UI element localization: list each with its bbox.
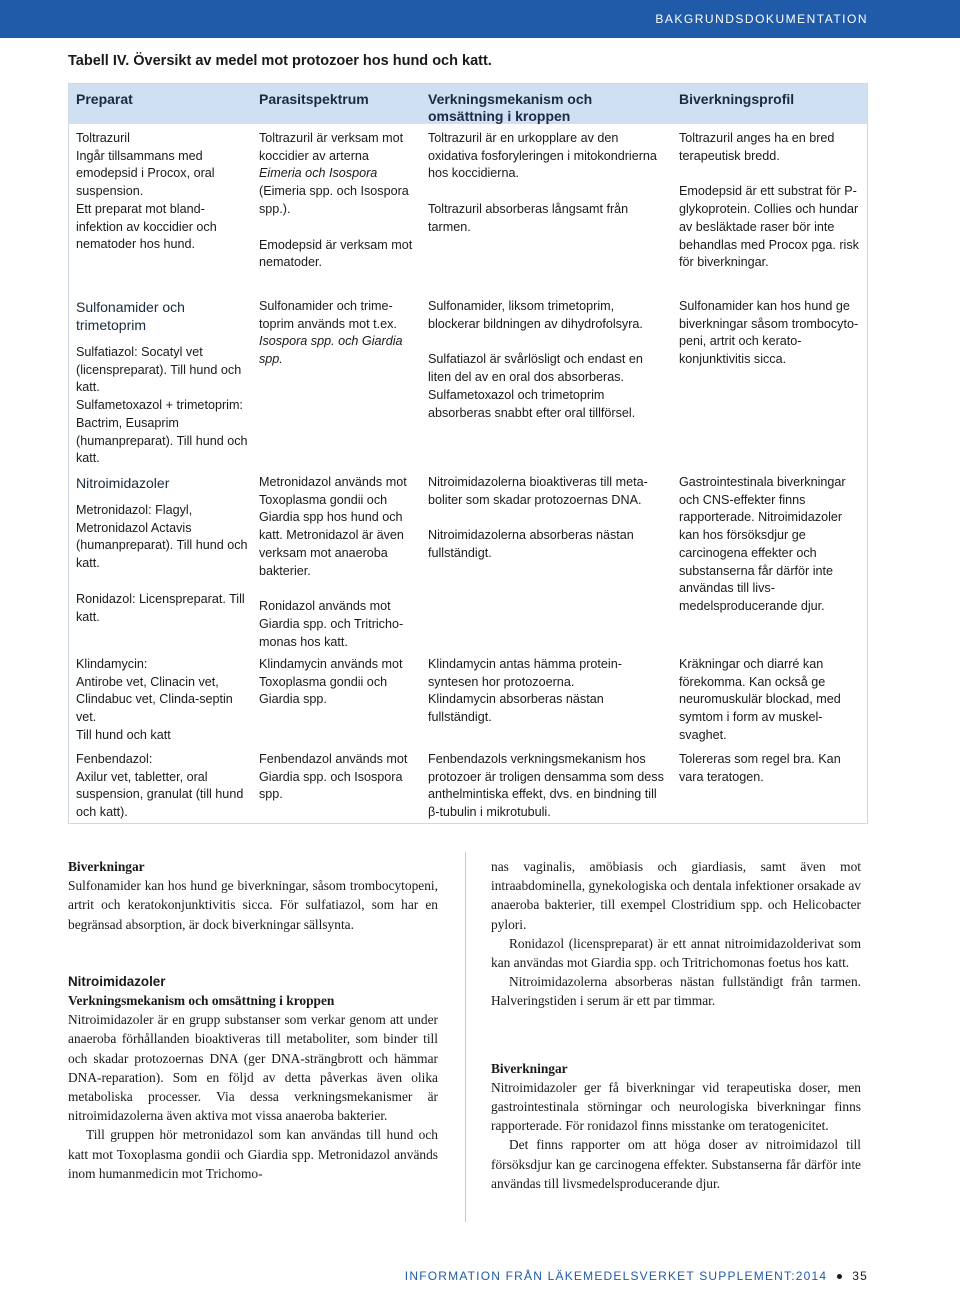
cell-text: Eimeria och Isospora <box>259 166 378 181</box>
cell-text: Till hund och katt <box>76 727 171 742</box>
cell-text: Axilur vet, tabletter, oral suspension, granulat (till hund och katt). <box>76 769 244 820</box>
cell-text: Kräkningar och diarré kan förekomma. Kan också ge neuromuskulär blockad, med symtom i form av muskel-svaghet. <box>679 657 841 742</box>
cell-verkningsmekanism <box>428 474 668 563</box>
protozoa-table <box>68 83 868 824</box>
cell-text: Klindamycin antas hämma protein-syntesen hor protozoerna. <box>428 657 622 689</box>
cell-text: Gastrointestinala biverkningar och CNS-effekter finns rapporterade. Nitroimidazoler kan hos försöksdjur ge carcinogena effekter och substanserna får därför inte användas till livs-medelsproducerande djur. <box>679 475 846 613</box>
cell-text: Fenbendazols verkningsmekanism hos protozoer är troligen densamma som dess anthelmintiska effekt, dvs. en bindning till β-tubulin i mikrotubuli. <box>428 752 664 820</box>
table-header <box>69 84 867 124</box>
table-row-klindamycin <box>69 656 867 751</box>
cell-preparat <box>76 474 248 626</box>
section-label: BAKGRUNDSDOKUMENTATION <box>655 12 868 26</box>
cell-parasitspektrum <box>259 298 419 369</box>
col-header-preparat: Preparat <box>76 91 133 107</box>
cell-parasitspektrum <box>259 751 419 804</box>
section-subheading: Verkningsmekanism och omsättning i kroppen <box>68 993 335 1009</box>
cell-text: (Eimeria spp. och Isospora spp.). <box>259 184 409 216</box>
cell-biverkningsprofil <box>679 130 861 272</box>
cell-preparat <box>76 298 248 468</box>
drug-name: Klindamycin: <box>76 657 148 671</box>
drug-name: Fenbendazol: <box>76 752 153 766</box>
publication-label: INFORMATION FRÅN LÄKEMEDELSVERKET SUPPLEMENT:2014 <box>404 1269 828 1283</box>
cell-biverkningsprofil <box>679 474 861 616</box>
cell-text: Toltrazuril absorberas långsamt från tarmen. <box>428 202 629 234</box>
col-header-verkningsmekanism: Verkningsmekanism och omsättning i kroppen <box>428 91 593 124</box>
table-row-toltrazuril <box>69 130 867 298</box>
cell-biverkningsprofil <box>679 656 861 745</box>
column-divider <box>465 852 466 1222</box>
cell-text: Toltrazuril är en urkopplare av den oxidativa fosforyleringen i mitokondrierna hos koccidierna. <box>428 131 657 181</box>
cell-text: Ett preparat mot bland-infektion av koccidier och nematoder hos hund. <box>76 201 217 252</box>
cell-parasitspektrum <box>259 656 419 709</box>
col-header-parasitspektrum: Parasitspektrum <box>259 91 369 107</box>
cell-verkningsmekanism <box>428 298 668 422</box>
cell-text: Nitroimidazolerna bioaktiveras till meta-boliter som skadar protozoernas DNA. <box>428 475 648 507</box>
body-paragraph: nas vaginalis, amöbiasis och giardiasis, samt även mot intraabdominella, gynekologiska och dentala infektioner orsakade av anaeroba bakterier, till exempel Clostridium spp. och Helicobacter pylori. <box>491 859 861 932</box>
cell-preparat <box>76 130 248 254</box>
bullet-separator <box>837 1274 842 1279</box>
cell-preparat <box>76 656 248 745</box>
cell-preparat <box>76 751 248 822</box>
table-title: Tabell IV. Översikt av medel mot protozoer hos hund och katt. <box>68 53 492 69</box>
cell-text: Klindamycin absorberas nästan fullständigt. <box>428 692 604 725</box>
cell-text: Metronidazol används mot Toxoplasma gondii och Giardia spp hos hund och katt. Metronidazol är även verksam mot anaeroba bakterier. <box>259 475 407 578</box>
section-heading: Biverkningar <box>491 1060 568 1076</box>
cell-parasitspektrum <box>259 130 419 272</box>
body-paragraph: Sulfonamider kan hos hund ge biverkningar, såsom trombocytopeni, artrit och keratokonjunktivitis sicca. För sulfatiazol, som har en begränsad absorption, är dock biverkningar sällsynta. <box>68 878 438 932</box>
cell-text: Ronidazol: Licenspreparat. Till katt. <box>76 591 245 624</box>
cell-text: Toltrazuril anges ha en bred terapeutisk bredd. <box>679 131 835 163</box>
cell-text: Sulfonamider kan hos hund ge biverkningar såsom trombocyto-peni, artrit och kerato-konjunktivitis sicca. <box>679 299 859 367</box>
page-footer <box>405 1269 868 1283</box>
cell-biverkningsprofil <box>679 751 861 786</box>
cell-text: Metronidazol: Flagyl, Metronidazol Actavis (humanpreparat). Till hund och katt. <box>76 503 248 571</box>
cell-text: Isospora spp. och Giardia spp. <box>259 334 403 367</box>
body-paragraph: Till gruppen hör metronidazol som kan användas till hund och katt mot Toxoplasma gondii och Giardia spp. Metronidazol används inom humanmedicin mot Trichomo- <box>68 1127 438 1181</box>
body-left-column <box>68 857 438 1183</box>
cell-verkningsmekanism <box>428 130 668 237</box>
cell-verkningsmekanism <box>428 656 668 727</box>
group-title: Nitroimidazoler <box>76 475 170 491</box>
section-heading: Biverkningar <box>68 859 145 874</box>
cell-text: Toltrazuril är verksam mot koccidier av arterna <box>259 131 404 163</box>
body-paragraph: Ronidazol (licenspreparat) är ett annat nitroimidazolderivat som kan användas mot Giardia spp. och Tritrichomonas foetus hos katt. <box>491 935 861 971</box>
cell-text: Klindamycin används mot Toxoplasma gondii och Giardia spp. <box>259 657 403 707</box>
cell-text: Sulfatiazol är svårlösligt och endast en liten del av en oral dos absorberas. Sulfametoxazol och trimetoprim absorberas snabbt efter oral tillförsel. <box>428 352 643 420</box>
body-paragraph: Det finns rapporter om att höga doser av nitroimidazol till försöksdjur kan ge carcinogena effekter. Substanserna får därför inte användas till livsmedelsproducerande djur. <box>491 1137 861 1191</box>
cell-text: Sulfonamider, liksom trimetoprim, blockerar bildningen av dihydrofolsyra. <box>428 299 643 331</box>
cell-text: Antirobe vet, Clinacin vet, Clindabuc vet, Clinda-septin vet. <box>76 674 233 725</box>
page-number: 35 <box>852 1269 868 1283</box>
body-paragraph: Nitroimidazoler ger få biverkningar vid terapeutiska doser, men gastrointestinala störningar och neurologiska biverkningar finns rapporterade. För ronidazol finns misstanke om teratogenicitet. <box>491 1079 861 1134</box>
group-title: Sulfonamider och trimetoprim <box>76 299 185 333</box>
cell-text: Ronidazol används mot Giardia spp. och Tritricho-monas hos katt. <box>259 599 404 649</box>
cell-text: Tolereras som regel bra. Kan vara teratogen. <box>679 752 841 784</box>
col-header-biverkningsprofil: Biverkningsprofil <box>679 91 795 107</box>
table-row-nitroimidazoler <box>69 474 867 656</box>
section-heading: Nitroimidazoler <box>68 973 166 989</box>
cell-text: Sulfonamider och trime-toprim används mot t.ex. <box>259 299 397 331</box>
cell-text: Sulfametoxazol + trimetoprim: Bactrim, Eusaprim (humanpreparat). Till hund och katt. <box>76 398 248 466</box>
body-paragraph: Nitroimidazoler är en grupp substanser som verkar genom att under anaeroba förhållanden bioaktiveras till metaboliter, som binder till och skadar protozoernas DNA (ger DNA-strängbrott och hämmar DNA-reparation). Som en följd av detta påverkas även olika metaboliska processer. Via dessa verkningsmekanismer är nitroimidazolerna även aktiva mot vissa anaeroba bakterier. <box>68 1012 438 1124</box>
top-banner <box>0 0 960 38</box>
cell-text: Emodepsid är verksam mot nematoder. <box>259 237 413 270</box>
table-row-sulfonamider <box>69 298 867 474</box>
cell-text: Ingår tillsammans med emodepsid i Procox, oral suspension. <box>76 148 215 199</box>
cell-text: Sulfatiazol: Socatyl vet (licenspreparat). Till hund och katt. <box>76 345 242 395</box>
drug-name: Toltrazuril <box>76 131 130 145</box>
cell-verkningsmekanism <box>428 751 668 822</box>
body-right-column <box>491 857 861 1193</box>
cell-text: Fenbendazol används mot Giardia spp. och Isospora spp. <box>259 752 408 802</box>
cell-text: Nitroimidazolerna absorberas nästan fullständigt. <box>428 528 634 561</box>
cell-text: Emodepsid är ett substrat för P-glykoprotein. Collies och hundar av besläktade raser bör inte behandlas med Procox pga. risk för biverkningar. <box>679 184 859 270</box>
table-row-fenbendazol <box>69 751 867 823</box>
cell-parasitspektrum <box>259 474 419 651</box>
cell-biverkningsprofil <box>679 298 861 369</box>
body-paragraph: Nitroimidazolerna absorberas nästan fullständigt från tarmen. Halveringstiden i serum är ett par timmar. <box>491 974 861 1009</box>
